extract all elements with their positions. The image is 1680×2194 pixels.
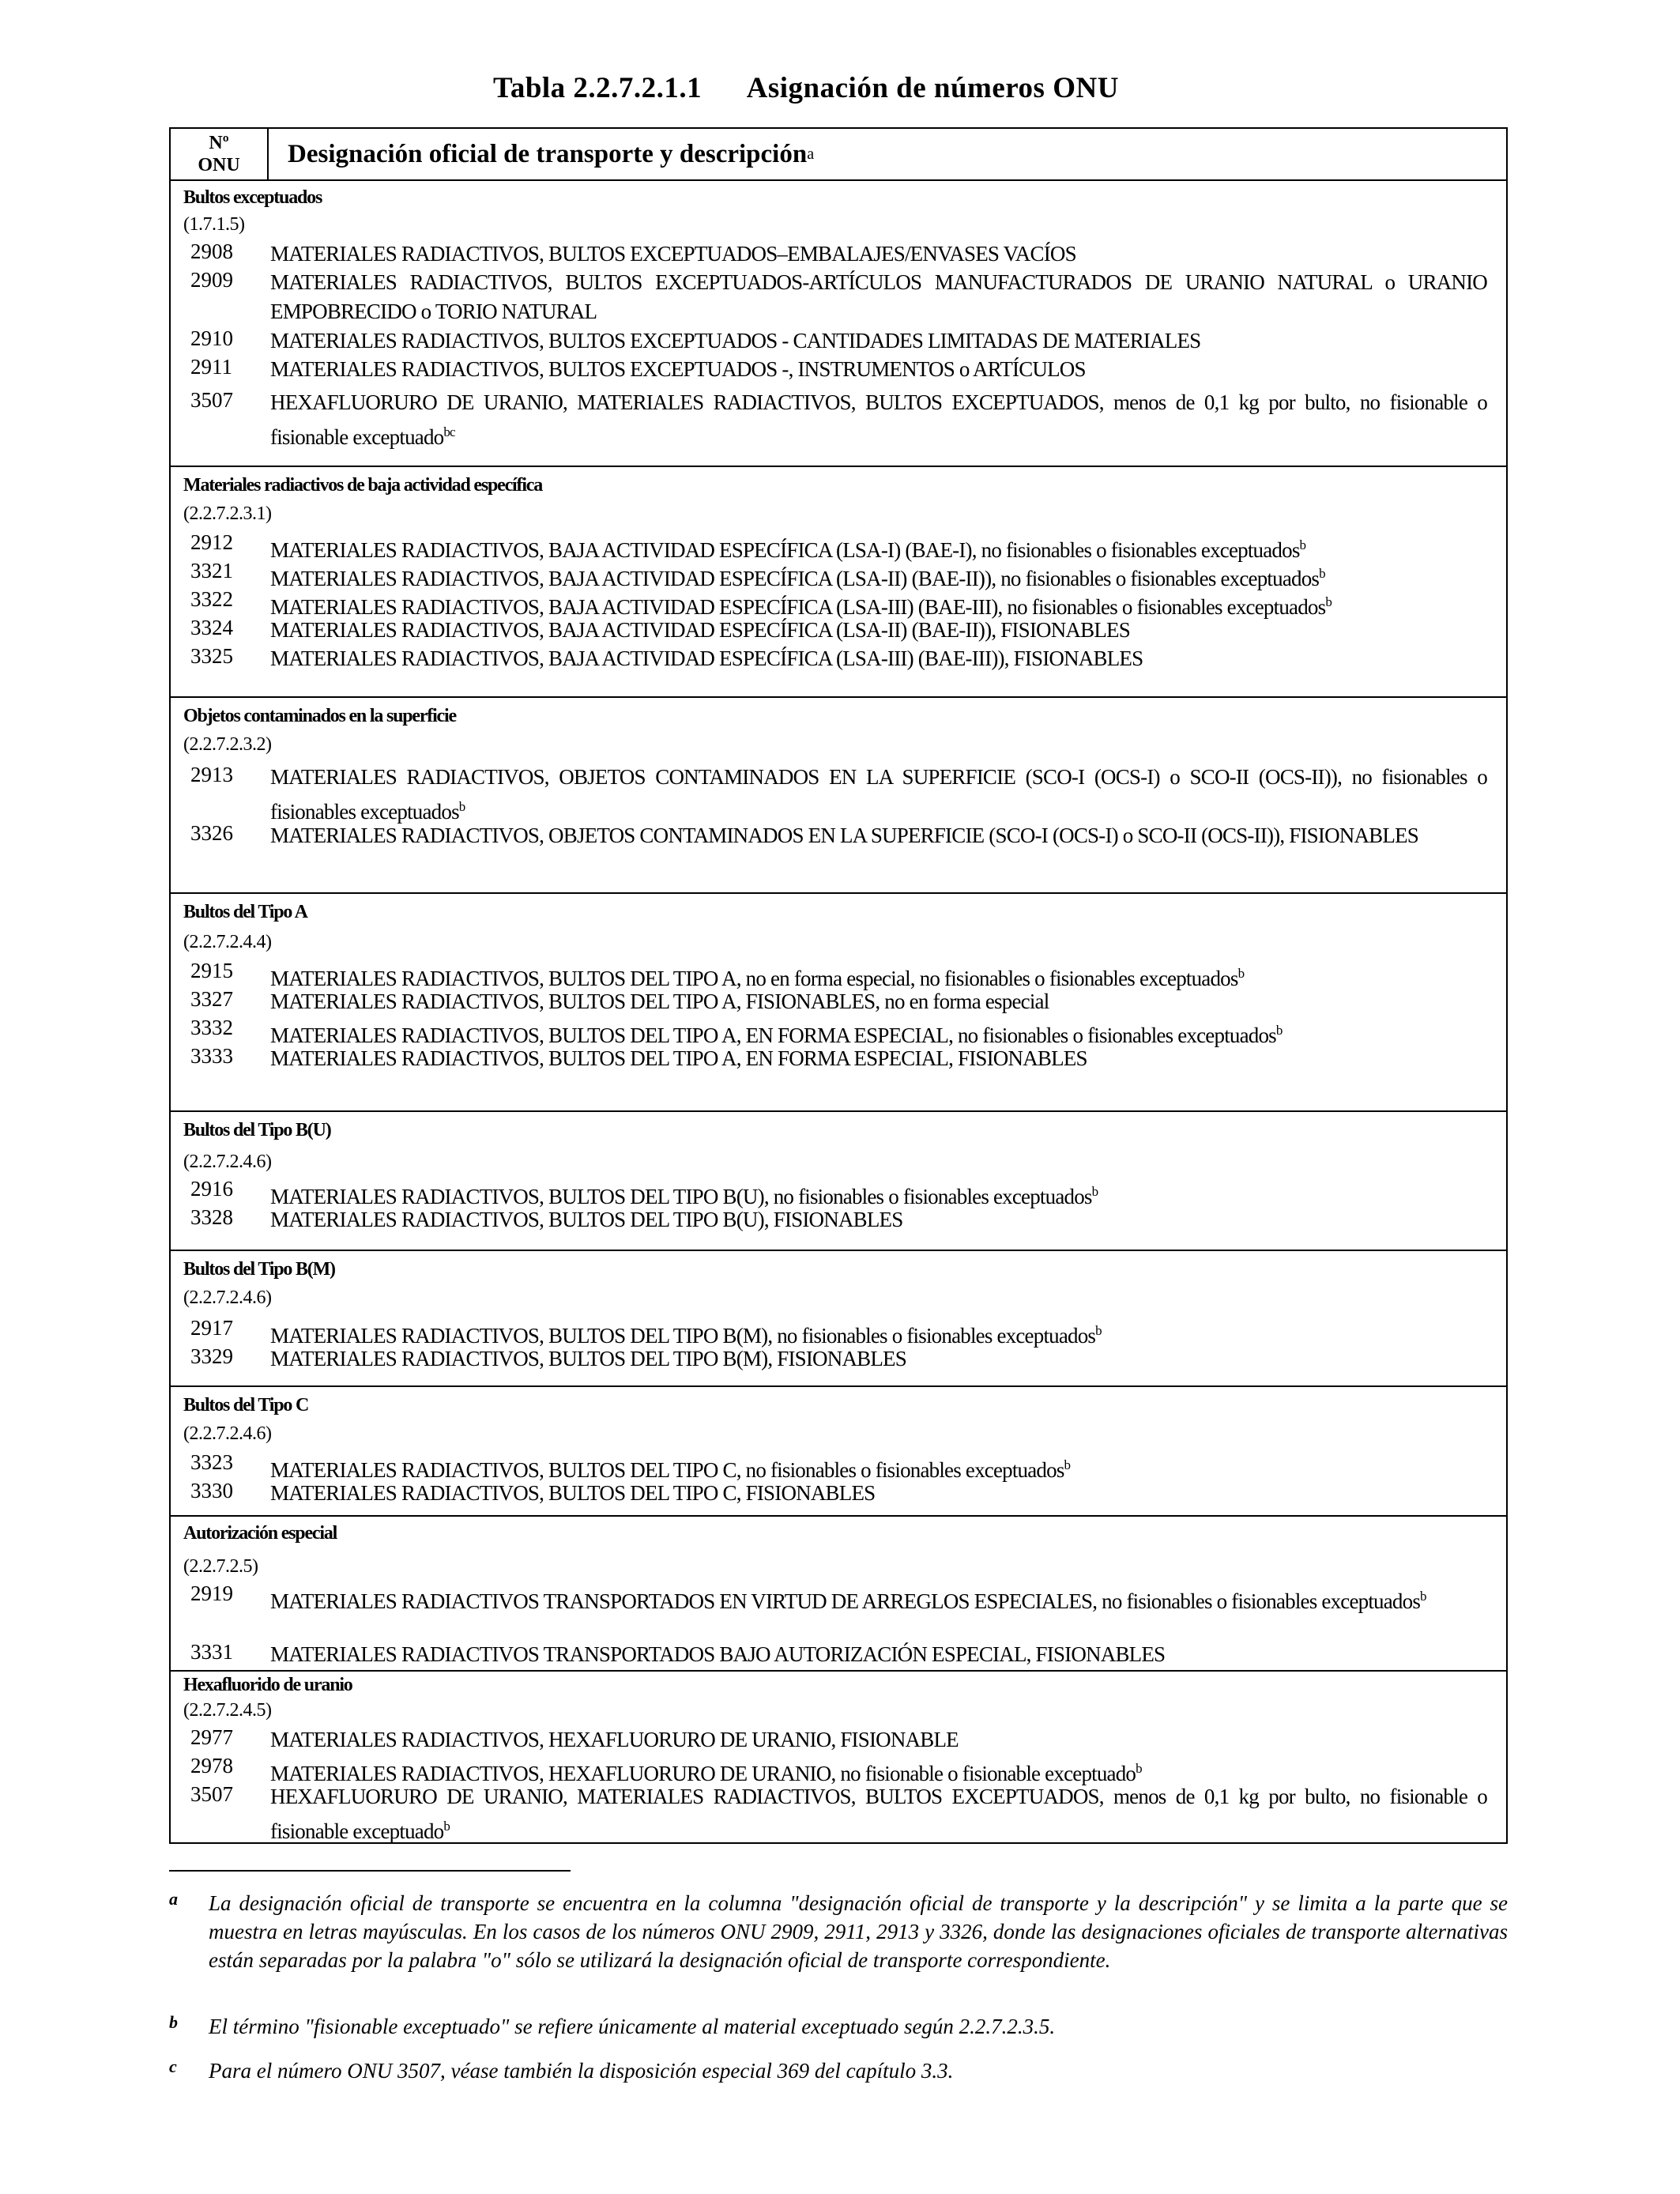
- footnote-mark: b: [169, 2012, 178, 2032]
- description-text: MATERIALES RADIACTIVOS, HEXAFLUORURO DE URANIO, FISIONABLE: [270, 1728, 959, 1751]
- description-text: MATERIALES RADIACTIVOS, BULTOS DEL TIPO B(U), no fisionables o fisionables exceptuados: [270, 1185, 1092, 1208]
- un-number: 3327: [190, 987, 233, 1011]
- footnote-ref: b: [458, 799, 465, 814]
- section-title: Bultos del Tipo C: [183, 1395, 309, 1416]
- footnote-ref: b: [443, 1819, 450, 1834]
- un-number: 2919: [190, 1581, 233, 1605]
- section-title: Hexafluorido de uranio: [183, 1675, 352, 1695]
- row-description: [270, 355, 1487, 384]
- footnote-mark: c: [169, 2056, 177, 2076]
- section-title: Objetos contaminados en la superficie: [183, 706, 456, 726]
- section-reference: (1.7.1.5): [183, 214, 245, 235]
- un-number: 3328: [190, 1205, 233, 1229]
- un-number: 3324: [190, 616, 233, 639]
- row-description: [270, 987, 1487, 1016]
- section-group: [171, 1672, 1506, 1842]
- description-text: HEXAFLUORURO DE URANIO, MATERIALES RADIACTIVOS, BULTOS EXCEPTUADOS, menos de 0,1 kg por bulto, no fisionable o fisionable exceptuado: [270, 1785, 1487, 1843]
- un-number-table: [169, 127, 1508, 1844]
- row-description: [270, 239, 1487, 269]
- header-un-line2: ONU: [198, 155, 240, 175]
- row-description: [270, 644, 1487, 673]
- un-number: 3321: [190, 559, 233, 582]
- un-number: 2909: [190, 268, 233, 292]
- row-description: [270, 1725, 1487, 1755]
- row-description: [270, 1581, 1487, 1616]
- description-text: MATERIALES RADIACTIVOS TRANSPORTADOS EN VIRTUD DE ARREGLOS ESPECIALES, no fisionables o fisionables exceptuados: [270, 1589, 1421, 1613]
- footnote-ref: b: [1420, 1589, 1426, 1604]
- description-text: MATERIALES RADIACTIVOS, BULTOS DEL TIPO B(U), FISIONABLES: [270, 1208, 903, 1231]
- row-description: [270, 1479, 1487, 1508]
- description-text: MATERIALES RADIACTIVOS, BULTOS DEL TIPO A, no en forma especial, no fisionables o fisionables exceptuados: [270, 967, 1238, 990]
- footnote-ref: b: [1237, 966, 1245, 981]
- section-title: Autorización especial: [183, 1523, 337, 1544]
- section-group: [171, 1112, 1506, 1251]
- table-body: [171, 181, 1506, 1842]
- un-number: 3326: [190, 821, 233, 845]
- description-text: MATERIALES RADIACTIVOS, BULTOS EXCEPTUADOS-ARTÍCULOS MANUFACTURADOS DE URANIO NATURAL o URANIO EMPOBRECIDO o TORIO NATURAL: [270, 270, 1487, 323]
- footnote-mark: a: [169, 1889, 178, 1909]
- section-reference: (2.2.7.2.3.1): [183, 503, 272, 524]
- footnote-ref: b: [1091, 1184, 1098, 1199]
- un-number: 2912: [190, 530, 233, 554]
- footnote-ref: b: [1064, 1457, 1071, 1472]
- section-group: [171, 1251, 1506, 1387]
- section-group: [171, 467, 1506, 698]
- un-number: 3333: [190, 1044, 233, 1068]
- description-text: MATERIALES RADIACTIVOS, BULTOS DEL TIPO B(M), no fisionables o fisionables exceptuados: [270, 1324, 1096, 1348]
- description-text: MATERIALES RADIACTIVOS, BULTOS EXCEPTUADOS - CANTIDADES LIMITADAS DE MATERIALES: [270, 329, 1201, 352]
- description-text: MATERIALES RADIACTIVOS, BULTOS DEL TIPO B(M), FISIONABLES: [270, 1347, 906, 1370]
- footnote-text: La designación oficial de transporte se encuentra en la columna "designación oficial de transporte y la descripción" y se limita a la parte que se muestra en letras mayúsculas. En los casos de los números ONU 2909, 2911, 2913 y 3326, donde las designaciones oficiales de transporte alternativas están separadas por la palabra "o" sólo se utilizará la designación oficial de transporte correspondiente.: [209, 1891, 1508, 1972]
- section-reference: (2.2.7.2.5): [183, 1556, 258, 1577]
- un-number: 3507: [190, 388, 233, 412]
- row-description: [270, 616, 1487, 645]
- section-group: [171, 1517, 1506, 1672]
- section-title: Bultos del Tipo B(M): [183, 1259, 335, 1280]
- un-number: 2911: [190, 355, 232, 379]
- footnote-ref: b: [1095, 1323, 1102, 1338]
- footnote-ref: b: [1275, 1023, 1283, 1038]
- un-number: 3331: [190, 1640, 233, 1664]
- section-group: [171, 1387, 1506, 1517]
- description-text: MATERIALES RADIACTIVOS, BULTOS DEL TIPO C, FISIONABLES: [270, 1481, 876, 1505]
- row-description: [270, 1044, 1487, 1073]
- description-text: HEXAFLUORURO DE URANIO, MATERIALES RADIACTIVOS, BULTOS EXCEPTUADOS, menos de 0,1 kg por bulto, no fisionable o fisionable exceptuado: [270, 390, 1487, 449]
- header-un-number: [171, 129, 269, 179]
- description-text: MATERIALES RADIACTIVOS, BAJA ACTIVIDAD ESPECÍFICA (LSA-III) (BAE-III), no fisionables o fisionables exceptuados: [270, 595, 1326, 619]
- un-number: 2915: [190, 959, 233, 982]
- description-text: MATERIALES RADIACTIVOS, BAJA ACTIVIDAD ESPECÍFICA (LSA-II) (BAE-II)), no fisionables o fisionables exceptuados: [270, 567, 1320, 590]
- un-number: 2917: [190, 1316, 233, 1340]
- row-description: [270, 1205, 1487, 1235]
- section-title: Materiales radiactivos de baja actividad específica: [183, 475, 543, 496]
- description-text: MATERIALES RADIACTIVOS TRANSPORTADOS BAJO AUTORIZACIÓN ESPECIAL, FISIONABLES: [270, 1642, 1166, 1666]
- header-un-line1: Nº: [209, 133, 229, 153]
- footnote-ref: b: [1319, 566, 1325, 581]
- section-reference: (2.2.7.2.4.6): [183, 1287, 272, 1308]
- page-title: Tabla 2.2.7.2.1.1 Asignación de números ONU: [493, 72, 1119, 104]
- description-text: MATERIALES RADIACTIVOS, OBJETOS CONTAMINADOS EN LA SUPERFICIE (SCO-I (OCS-I) o SCO-II (OCS-II)), FISIONABLES: [270, 824, 1418, 847]
- section-title: Bultos del Tipo B(U): [183, 1120, 331, 1140]
- section-reference: (2.2.7.2.4.6): [183, 1152, 272, 1172]
- footnote-text: El término "fisionable exceptuado" se refiere únicamente al material exceptuado según 2.2.7.2.3.5.: [209, 2015, 1056, 2038]
- un-number: 3329: [190, 1344, 233, 1368]
- row-description: [270, 388, 1487, 452]
- footnote-divider: [169, 1870, 571, 1872]
- footnote-ref: b: [1325, 594, 1332, 609]
- description-text: MATERIALES RADIACTIVOS, OBJETOS CONTAMINADOS EN LA SUPERFICIE (SCO-I (OCS-I) o SCO-II (OCS-II)), no fisionables o fisionables exceptuados: [270, 765, 1487, 824]
- un-number: 3332: [190, 1016, 233, 1039]
- section-title: Bultos exceptuados: [183, 187, 322, 208]
- table-header: [171, 129, 1506, 181]
- description-text: MATERIALES RADIACTIVOS, BULTOS DEL TIPO A, EN FORMA ESPECIAL, FISIONABLES: [270, 1046, 1087, 1070]
- header-description: [269, 129, 1506, 179]
- row-description: [270, 1344, 1487, 1374]
- un-number: 3507: [190, 1782, 233, 1806]
- footnote-text: Para el número ONU 3507, véase también la disposición especial 369 del capítulo 3.3.: [209, 2059, 954, 2083]
- un-number: 3325: [190, 644, 233, 668]
- row-description: [270, 326, 1487, 356]
- section-reference: (2.2.7.2.4.4): [183, 932, 272, 952]
- row-description: [270, 1782, 1487, 1846]
- un-number: 3323: [190, 1450, 233, 1474]
- description-text: MATERIALES RADIACTIVOS, HEXAFLUORURO DE URANIO, no fisionable o fisionable exceptuado: [270, 1762, 1136, 1785]
- description-text: MATERIALES RADIACTIVOS, BAJA ACTIVIDAD ESPECÍFICA (LSA-II) (BAE-II)), FISIONABLES: [270, 618, 1130, 642]
- un-number: 2908: [190, 239, 233, 263]
- un-number: 3322: [190, 587, 233, 611]
- section-reference: (2.2.7.2.4.6): [183, 1423, 272, 1444]
- row-description: [270, 1640, 1487, 1669]
- un-number: 2916: [190, 1177, 233, 1201]
- un-number: 2910: [190, 326, 233, 350]
- description-text: MATERIALES RADIACTIVOS, BULTOS DEL TIPO A, FISIONABLES, no en forma especial: [270, 990, 1049, 1013]
- row-description: [270, 763, 1487, 827]
- description-text: MATERIALES RADIACTIVOS, BULTOS DEL TIPO C, no fisionables o fisionables exceptuados: [270, 1458, 1064, 1482]
- section-group: [171, 698, 1506, 894]
- description-text: MATERIALES RADIACTIVOS, BULTOS EXCEPTUADOS–EMBALAJES/ENVASES VACÍOS: [270, 242, 1076, 266]
- row-description: [270, 268, 1487, 326]
- description-text: MATERIALES RADIACTIVOS, BULTOS EXCEPTUADOS -, INSTRUMENTOS o ARTÍCULOS: [270, 357, 1086, 381]
- un-number: 2913: [190, 763, 233, 786]
- section-group: [171, 181, 1506, 467]
- description-text: MATERIALES RADIACTIVOS, BULTOS DEL TIPO A, EN FORMA ESPECIAL, no fisionables o fisionables exceptuados: [270, 1023, 1276, 1047]
- un-number: 2978: [190, 1754, 233, 1777]
- description-text: MATERIALES RADIACTIVOS, BAJA ACTIVIDAD ESPECÍFICA (LSA-I) (BAE-I), no fisionables o fisionables exceptuados: [270, 538, 1300, 562]
- header-footnote-ref: a: [807, 145, 815, 163]
- un-number: 2977: [190, 1725, 233, 1749]
- section-group: [171, 894, 1506, 1112]
- footnote-ref: bc: [443, 424, 455, 439]
- section-reference: (2.2.7.2.4.5): [183, 1700, 272, 1721]
- section-reference: (2.2.7.2.3.2): [183, 734, 272, 755]
- un-number: 3330: [190, 1479, 233, 1502]
- header-description-text: Designación oficial de transporte y descripción: [288, 139, 808, 168]
- description-text: MATERIALES RADIACTIVOS, BAJA ACTIVIDAD ESPECÍFICA (LSA-III) (BAE-III)), FISIONABLES: [270, 647, 1143, 670]
- footnote-ref: b: [1299, 537, 1306, 552]
- footnote-ref: b: [1136, 1761, 1142, 1776]
- row-description: [270, 821, 1487, 850]
- section-title: Bultos del Tipo A: [183, 902, 307, 922]
